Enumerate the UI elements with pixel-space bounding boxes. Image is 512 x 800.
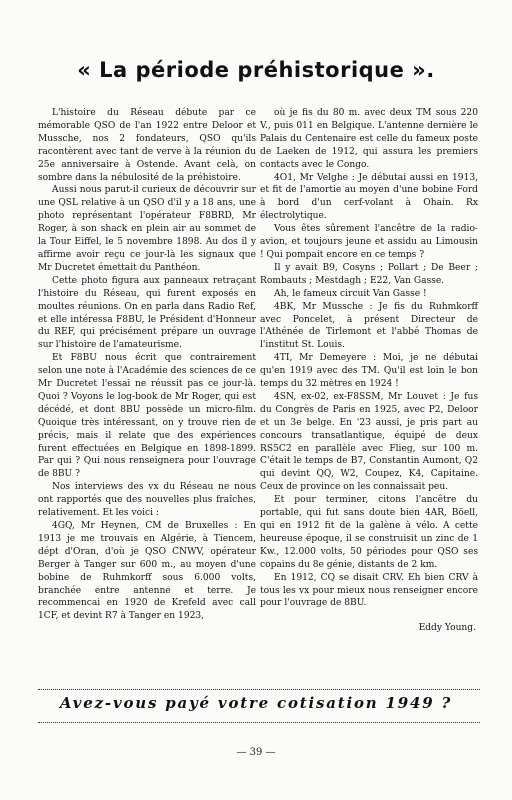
paragraph: En 1912, CQ se disait CRV. Eh bien CRV à tous les vx pour mieux nous renseigner encore pour l'ouvrage de 8BU. xyxy=(260,572,478,609)
paragraph: Cette photo figura aux panneaux retraçant l'histoire du Réseau, qui furent exposés en moultes réunions. On en parla dans Radio Ref, et elle intéressa F8BU, le Président d'Honneur du REF, qui précisément prépare un ouvrage sur l'histoire de l'amateurisme. xyxy=(38,275,256,351)
divider-top xyxy=(38,689,480,692)
page-number: — 39 — xyxy=(236,747,276,758)
divider-bottom xyxy=(38,722,480,725)
paragraph: 4GQ, Mr Heynen, CM de Bruxelles : En 1913 je me trouvais en Algérie, à Tiencem, dépt d'Oran, d'où je QSO CNWV, opérateur Berger à Tanger sur 600 m., au moyen d'une bobine de Ruhmkorff sous 6.000 volts, branchée entre antenne et terre. Je recommencai en 1920 de Krefeld avec call 1CF, et devint R7 à Tanger en 1923, xyxy=(38,521,256,622)
paragraph: 4BK, Mr Mussche : Je fis du Ruhmkorff avec Poncelet, à présent Directeur de l'Athénée de Tirlemont et l'abbé Thomas de l'institut St. Louis. xyxy=(260,301,478,351)
paragraph: 4O1, Mr Velghe : Je débutai aussi en 1913, et fit de l'amortie au moyen d'une bobine Ford à bord d'un cerf-volant à Ohain. Rx électrolytique. xyxy=(260,172,478,222)
paragraph: L'histoire du Réseau débute par ce mémorable QSO de l'an 1922 entre Deloor et Mussche, nos 2 fondateurs, QSO qu'ils racontèrent avec tant de verve à la réunion du 25e anniversaire à Ostende. Avant celà, on sombre dans la nébulosité de la préhistoire. xyxy=(38,108,256,183)
paragraph: 4TI, Mr Demeyere : Moi, je ne débutai qu'en 1919 avec des TM. Qu'il est loin le bon temps du 32 mètres en 1924 ! xyxy=(260,353,478,390)
paragraph: Aussi nous parut-il curieux de découvrir sur une QSL relative à un QSO d'il y a 18 ans, une photo représentant l'opérateur F8BRD, Mr Roger, à son shack en plein air au sommet de la Tour Eiffel, le 5 novembre 1898. Au dos il y affirme avoir reçu ce jour-là les signaux que Mr Ducretet émettait du Panthéon. xyxy=(38,185,256,273)
paragraph: Nos interviews des vx du Réseau ne nous ont rapportés que des nouvelles plus fraîches, relativement. Et les voici : xyxy=(38,482,256,519)
paragraph: Il y avait B9, Cosyns ; Pollart ; De Beer ; Rombauts ; Mestdagh ; E22, Van Gasse. xyxy=(260,262,478,286)
author-signature: Eddy Young. xyxy=(418,623,476,634)
membership-fee-banner: Avez-vous payé votre cotisation 1949 ? xyxy=(59,694,453,712)
paragraph: 4SN, ex-02, ex-F8SSM, Mr Louvet : Je fus du Congrès de Paris en 1925, avec P2, Deloor et un 3e belge. En '23 aussi, je pris part au concours transatlantique, équipé de deux RS5C2 en parallèle avec Flieg, sur 100 m. C'était le temps de B7, Constantin Aumont, Q2 qui devint QQ, W2, Coupez, K4, Capitaine. Ceux de province on les connaissait peu. xyxy=(260,391,478,493)
paragraph: Vous êtes sûrement l'ancêtre de la radio-avion, et toujours jeune et assidu au Limousin ! Qui pompait encore en ce temps ? xyxy=(260,224,478,260)
article-title: « La période préhistorique ». xyxy=(77,58,435,82)
paragraph: Ah, le fameux circuit Van Gasse ! xyxy=(274,288,427,299)
paragraph: Et F8BU nous écrit que contrairement selon une note à l'Académie des sciences de ce Mr Ducretet l'essai ne réussit pas ce jour-là. Quoi ? Voyons le log-book de Mr Roger, qui est décédé, et dont 8BU possède un micro-film. Quoique très intéressant, on y trouve rien de précis, mais il relate que des expériences furent effectuées en Belgique en 1898-1899. Par qui ? Qui nous renseignera pour l'ouvrage de 8BU ? xyxy=(38,353,256,480)
paragraph: où je fis du 80 m. avec deux TM sous 220 V., puis 011 en Belgique. L'antenne dernière le Palais du Centenaire est celle du fameux poste de Laeken de 1912, qui assura les premiers contacts avec le Congo. xyxy=(260,108,478,170)
paragraph: Et pour terminer, citons l'ancêtre du portable, qui fut sans doute bien 4AR, Böell, qui en 1912 fit de la galène à vélo. A cette heureuse époque, il se construisit un zinc de 1 Kw., 12.000 volts, 50 périodes pour QSO ses copains du 8e génie, distants de 2 km. xyxy=(260,495,478,570)
left-column xyxy=(38,107,256,623)
right-column xyxy=(260,107,478,635)
